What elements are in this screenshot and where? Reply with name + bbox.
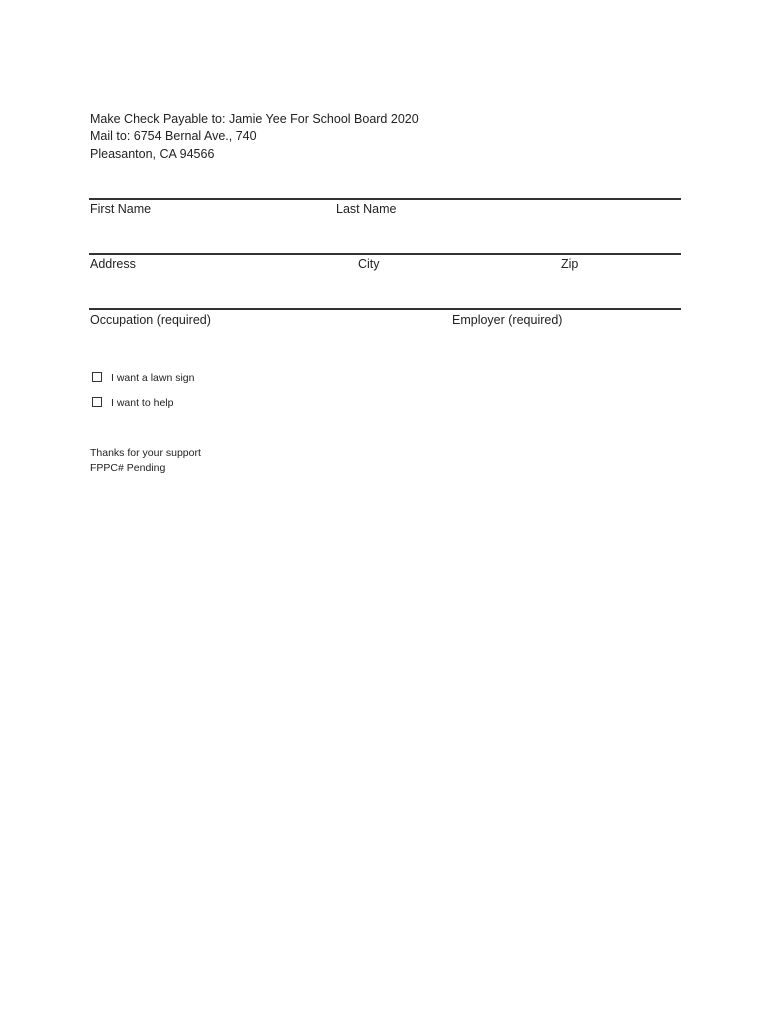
zip-label: Zip xyxy=(561,257,579,271)
first-name-label: First Name xyxy=(90,202,152,216)
thanks-text: Thanks for your support xyxy=(90,447,201,459)
help-option[interactable] xyxy=(92,397,173,409)
divider-line xyxy=(89,198,681,200)
address-label: Address xyxy=(90,257,136,271)
payable-to-text: Make Check Payable to: Jamie Yee For School Board 2020 xyxy=(90,112,419,126)
divider-line xyxy=(89,253,681,255)
checkbox-icon[interactable] xyxy=(92,372,102,382)
lawn-sign-label: I want a lawn sign xyxy=(111,372,195,384)
city-state-text: Pleasanton, CA 94566 xyxy=(90,147,215,161)
divider-line xyxy=(89,308,681,310)
mail-to-text: Mail to: 6754 Bernal Ave., 740 xyxy=(90,129,257,143)
fppc-text: FPPC# Pending xyxy=(90,462,166,474)
help-label: I want to help xyxy=(111,397,174,409)
employer-label: Employer (required) xyxy=(452,313,563,327)
occupation-label: Occupation (required) xyxy=(90,313,211,327)
checkbox-icon[interactable] xyxy=(92,397,102,407)
last-name-label: Last Name xyxy=(336,202,397,216)
city-label: City xyxy=(358,257,380,271)
lawn-sign-option[interactable] xyxy=(92,372,194,384)
